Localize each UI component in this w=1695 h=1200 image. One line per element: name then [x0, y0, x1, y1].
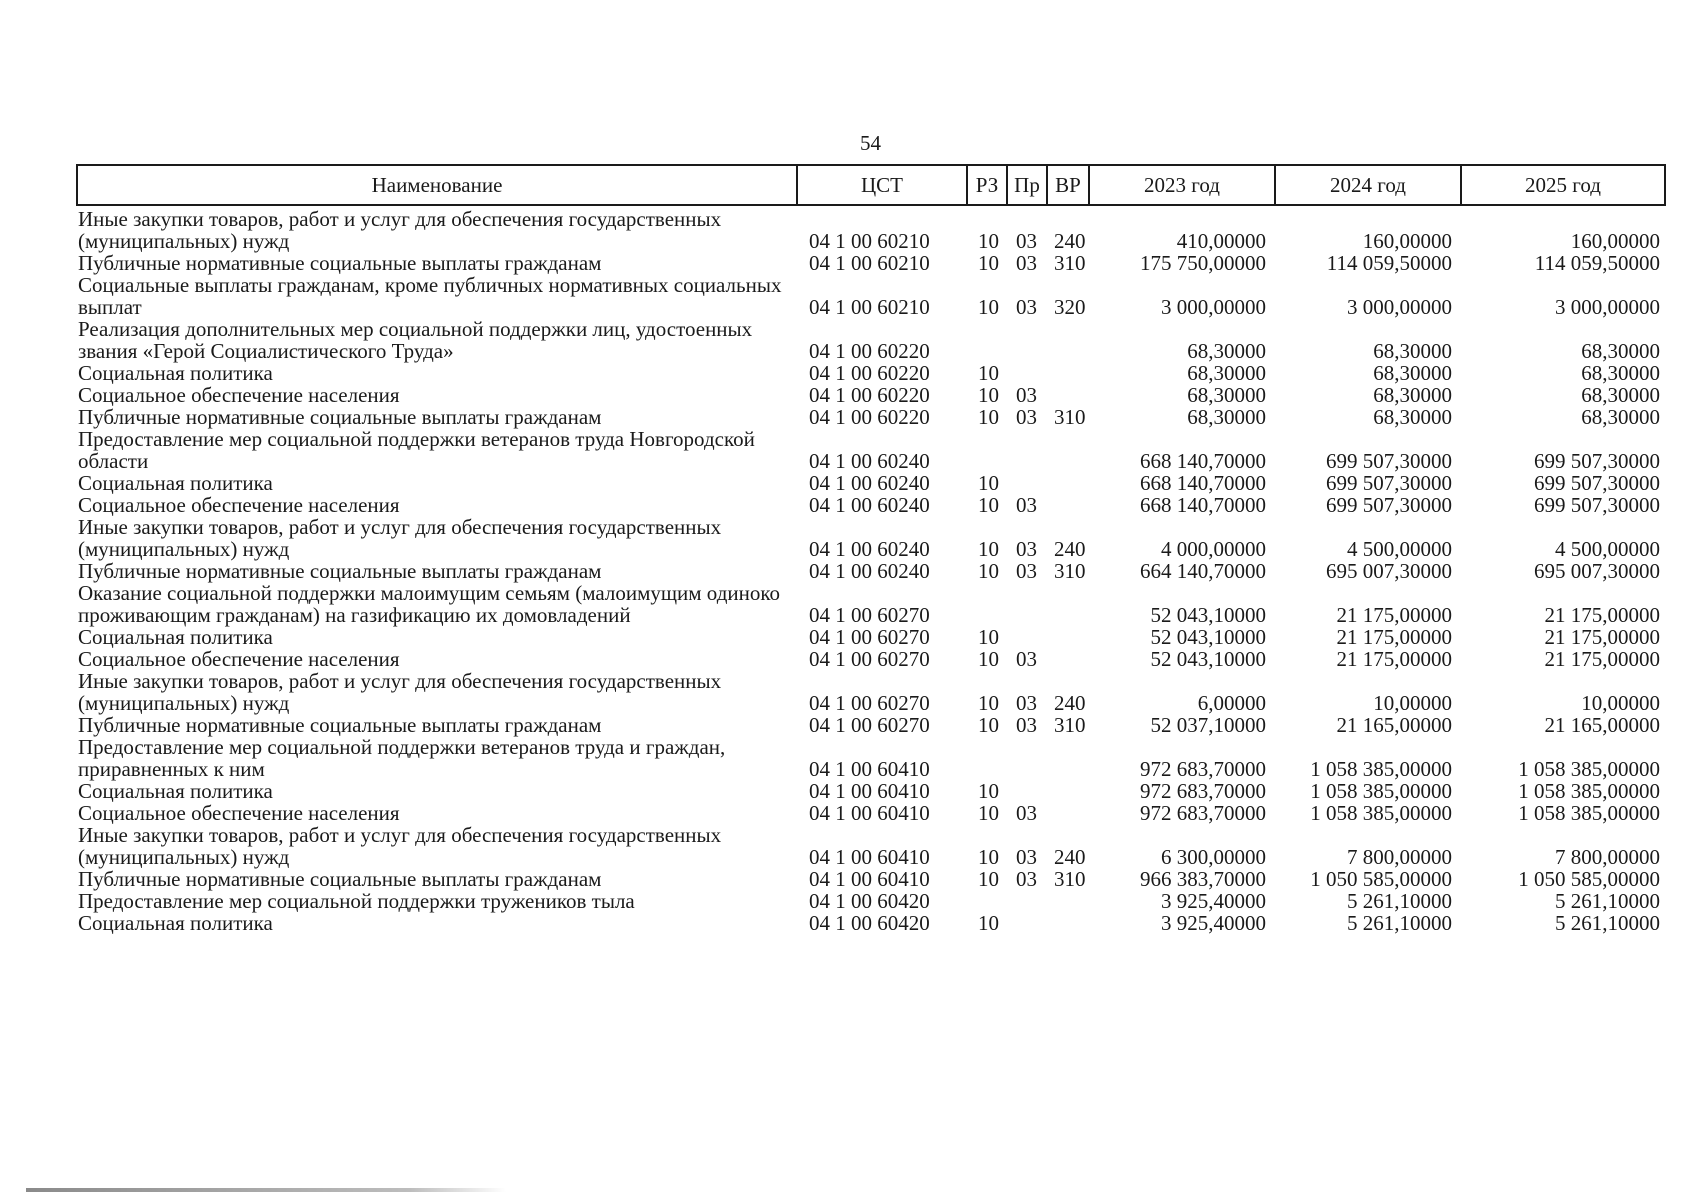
row-y2023: 52 043,10000	[1150, 603, 1266, 627]
row-name: Реализация дополнительных мер социальной поддержки лиц, удостоенных звания «Герой Социалистического Труда»	[78, 317, 753, 363]
row-y2025: 699 507,30000	[1534, 449, 1660, 473]
table-row	[76, 582, 1666, 626]
row-cst: 04 1 00 60410	[809, 779, 930, 803]
header-2025: 2025 год	[1460, 166, 1664, 204]
row-pr: 03	[1016, 405, 1037, 429]
row-rz: 10	[978, 779, 999, 803]
row-cst: 04 1 00 60420	[809, 911, 930, 935]
row-y2023: 68,30000	[1187, 383, 1266, 407]
header-rz: РЗ	[966, 166, 1006, 204]
row-vr: 240	[1054, 537, 1086, 561]
row-pr: 03	[1016, 867, 1037, 891]
row-cst: 04 1 00 60210	[809, 295, 930, 319]
row-name: Предоставление мер социальной поддержки ветеранов труда Новгородской области	[78, 427, 755, 473]
row-cst: 04 1 00 60410	[809, 801, 930, 825]
row-y2025: 10,00000	[1581, 691, 1660, 715]
row-name: Публичные нормативные социальные выплаты гражданам	[78, 251, 602, 275]
row-y2024: 1 058 385,00000	[1310, 779, 1452, 803]
row-vr: 310	[1054, 251, 1086, 275]
row-rz: 10	[978, 405, 999, 429]
row-pr: 03	[1016, 559, 1037, 583]
row-y2025: 21 175,00000	[1544, 647, 1660, 671]
table-row	[76, 384, 1666, 406]
row-vr: 310	[1054, 713, 1086, 737]
table-row	[76, 428, 1666, 472]
table-row	[76, 516, 1666, 560]
header-vr: ВР	[1046, 166, 1088, 204]
row-rz: 10	[978, 251, 999, 275]
row-y2023: 972 683,70000	[1140, 779, 1266, 803]
row-name: Иные закупки товаров, работ и услуг для обеспечения государственных (муниципальных) нужд	[78, 207, 722, 253]
row-cst: 04 1 00 60270	[809, 647, 930, 671]
row-cst: 04 1 00 60240	[809, 471, 930, 495]
row-y2025: 1 058 385,00000	[1518, 757, 1660, 781]
row-cst: 04 1 00 60220	[809, 361, 930, 385]
header-pr: Пр	[1006, 166, 1046, 204]
table-row	[76, 560, 1666, 582]
row-y2023: 6,00000	[1197, 691, 1266, 715]
row-rz: 10	[978, 559, 999, 583]
row-y2024: 21 175,00000	[1336, 603, 1452, 627]
row-y2024: 21 175,00000	[1336, 625, 1452, 649]
row-y2025: 5 261,10000	[1555, 911, 1660, 935]
row-vr: 310	[1054, 867, 1086, 891]
row-rz: 10	[978, 537, 999, 561]
row-y2025: 21 175,00000	[1544, 625, 1660, 649]
row-y2024: 10,00000	[1373, 691, 1452, 715]
scan-edge-mark	[26, 1188, 506, 1192]
row-y2025: 3 000,00000	[1555, 295, 1660, 319]
row-y2023: 6 300,00000	[1161, 845, 1266, 869]
row-cst: 04 1 00 60220	[809, 339, 930, 363]
table-row	[76, 472, 1666, 494]
table-row	[76, 648, 1666, 670]
row-y2024: 21 175,00000	[1336, 647, 1452, 671]
row-cst: 04 1 00 60270	[809, 691, 930, 715]
row-y2025: 1 058 385,00000	[1518, 801, 1660, 825]
row-y2024: 21 165,00000	[1336, 713, 1452, 737]
row-y2025: 68,30000	[1581, 383, 1660, 407]
row-name: Социальное обеспечение населения	[78, 801, 400, 825]
row-pr: 03	[1016, 713, 1037, 737]
row-y2025: 160,00000	[1570, 229, 1660, 253]
row-y2023: 4 000,00000	[1161, 537, 1266, 561]
row-y2023: 68,30000	[1187, 405, 1266, 429]
header-cst: ЦСТ	[796, 166, 966, 204]
row-rz: 10	[978, 647, 999, 671]
row-pr: 03	[1016, 383, 1037, 407]
row-rz: 10	[978, 911, 999, 935]
row-rz: 10	[978, 845, 999, 869]
row-cst: 04 1 00 60210	[809, 229, 930, 253]
row-y2025: 114 059,50000	[1534, 251, 1660, 275]
row-y2024: 695 007,30000	[1326, 559, 1452, 583]
row-name: Предоставление мер социальной поддержки ветеранов труда и граждан, приравненных к ним	[78, 735, 726, 781]
table-row	[76, 406, 1666, 428]
row-y2023: 410,00000	[1176, 229, 1266, 253]
row-vr: 320	[1054, 295, 1086, 319]
table-row	[76, 824, 1666, 868]
row-pr: 03	[1016, 691, 1037, 715]
row-y2023: 68,30000	[1187, 361, 1266, 385]
row-rz: 10	[978, 295, 999, 319]
row-vr: 240	[1054, 229, 1086, 253]
row-y2023: 52 043,10000	[1150, 625, 1266, 649]
row-name: Публичные нормативные социальные выплаты гражданам	[78, 713, 602, 737]
row-y2025: 68,30000	[1581, 339, 1660, 363]
row-cst: 04 1 00 60410	[809, 867, 930, 891]
page-number: 54	[860, 131, 881, 155]
row-name: Публичные нормативные социальные выплаты гражданам	[78, 867, 602, 891]
row-y2024: 68,30000	[1373, 339, 1452, 363]
row-cst: 04 1 00 60240	[809, 493, 930, 517]
row-y2024: 1 058 385,00000	[1310, 757, 1452, 781]
row-y2025: 7 800,00000	[1555, 845, 1660, 869]
row-rz: 10	[978, 625, 999, 649]
row-rz: 10	[978, 801, 999, 825]
budget-table	[76, 164, 1666, 934]
row-y2024: 114 059,50000	[1326, 251, 1452, 275]
table-row	[76, 626, 1666, 648]
row-cst: 04 1 00 60410	[809, 845, 930, 869]
row-y2024: 1 050 585,00000	[1310, 867, 1452, 891]
row-pr: 03	[1016, 251, 1037, 275]
table-row	[76, 252, 1666, 274]
row-cst: 04 1 00 60270	[809, 713, 930, 737]
row-name: Социальная политика	[78, 911, 273, 935]
table-row	[76, 802, 1666, 824]
row-y2025: 68,30000	[1581, 405, 1660, 429]
row-y2025: 695 007,30000	[1534, 559, 1660, 583]
row-pr: 03	[1016, 647, 1037, 671]
row-name: Социальные выплаты гражданам, кроме публичных нормативных социальных выплат	[78, 273, 782, 319]
row-y2025: 21 175,00000	[1544, 603, 1660, 627]
row-pr: 03	[1016, 537, 1037, 561]
row-name: Публичные нормативные социальные выплаты гражданам	[78, 559, 602, 583]
row-y2023: 668 140,70000	[1140, 493, 1266, 517]
row-cst: 04 1 00 60410	[809, 757, 930, 781]
row-y2023: 664 140,70000	[1140, 559, 1266, 583]
row-name: Иные закупки товаров, работ и услуг для обеспечения государственных (муниципальных) нужд	[78, 823, 722, 869]
row-name: Социальная политика	[78, 625, 273, 649]
row-y2023: 972 683,70000	[1140, 801, 1266, 825]
row-y2024: 4 500,00000	[1347, 537, 1452, 561]
table-row	[76, 780, 1666, 802]
row-y2024: 3 000,00000	[1347, 295, 1452, 319]
row-cst: 04 1 00 60270	[809, 625, 930, 649]
row-rz: 10	[978, 229, 999, 253]
row-y2023: 68,30000	[1187, 339, 1266, 363]
row-y2024: 1 058 385,00000	[1310, 801, 1452, 825]
table-row	[76, 714, 1666, 736]
row-y2023: 972 683,70000	[1140, 757, 1266, 781]
row-rz: 10	[978, 867, 999, 891]
table-body	[76, 208, 1666, 934]
row-y2024: 7 800,00000	[1347, 845, 1452, 869]
row-cst: 04 1 00 60240	[809, 559, 930, 583]
row-y2025: 1 058 385,00000	[1518, 779, 1660, 803]
header-2024: 2024 год	[1274, 166, 1460, 204]
row-cst: 04 1 00 60210	[809, 251, 930, 275]
table-row	[76, 912, 1666, 934]
row-y2024: 68,30000	[1373, 405, 1452, 429]
row-y2023: 3 925,40000	[1161, 911, 1266, 935]
table-row	[76, 868, 1666, 890]
table-row	[76, 736, 1666, 780]
row-rz: 10	[978, 471, 999, 495]
row-name: Социальное обеспечение населения	[78, 647, 400, 671]
row-y2024: 699 507,30000	[1326, 471, 1452, 495]
row-name: Социальное обеспечение населения	[78, 493, 400, 517]
header-2023: 2023 год	[1088, 166, 1274, 204]
row-name: Иные закупки товаров, работ и услуг для обеспечения государственных (муниципальных) нужд	[78, 669, 722, 715]
row-name: Иные закупки товаров, работ и услуг для обеспечения государственных (муниципальных) нужд	[78, 515, 722, 561]
row-name: Социальная политика	[78, 361, 273, 385]
row-y2025: 699 507,30000	[1534, 493, 1660, 517]
row-vr: 240	[1054, 691, 1086, 715]
row-y2025: 68,30000	[1581, 361, 1660, 385]
table-row	[76, 362, 1666, 384]
row-name: Публичные нормативные социальные выплаты гражданам	[78, 405, 602, 429]
row-y2024: 160,00000	[1362, 229, 1452, 253]
row-name: Социальная политика	[78, 779, 273, 803]
row-y2023: 966 383,70000	[1140, 867, 1266, 891]
row-y2025: 1 050 585,00000	[1518, 867, 1660, 891]
row-rz: 10	[978, 713, 999, 737]
row-pr: 03	[1016, 845, 1037, 869]
row-pr: 03	[1016, 493, 1037, 517]
row-rz: 10	[978, 493, 999, 517]
row-y2024: 68,30000	[1373, 383, 1452, 407]
row-pr: 03	[1016, 801, 1037, 825]
row-name: Оказание социальной поддержки малоимущим семьям (малоимущим одиноко проживающим гражданам) на газификацию их домовладений	[78, 581, 781, 627]
table-row	[76, 670, 1666, 714]
table-row	[76, 318, 1666, 362]
row-y2025: 21 165,00000	[1544, 713, 1660, 737]
table-row	[76, 890, 1666, 912]
row-y2023: 668 140,70000	[1140, 471, 1266, 495]
row-y2023: 668 140,70000	[1140, 449, 1266, 473]
row-y2025: 4 500,00000	[1555, 537, 1660, 561]
header-name: Наименование	[371, 172, 503, 197]
row-rz: 10	[978, 361, 999, 385]
row-name: Социальное обеспечение населения	[78, 383, 400, 407]
row-y2024: 699 507,30000	[1326, 493, 1452, 517]
row-vr: 310	[1054, 559, 1086, 583]
table-row	[76, 208, 1666, 252]
row-cst: 04 1 00 60420	[809, 889, 930, 913]
row-y2023: 52 037,10000	[1150, 713, 1266, 737]
row-y2024: 68,30000	[1373, 361, 1452, 385]
row-name: Предоставление мер социальной поддержки тружеников тыла	[78, 889, 635, 913]
row-pr: 03	[1016, 295, 1037, 319]
row-y2024: 699 507,30000	[1326, 449, 1452, 473]
row-y2023: 3 000,00000	[1161, 295, 1266, 319]
row-y2024: 5 261,10000	[1347, 889, 1452, 913]
row-vr: 310	[1054, 405, 1086, 429]
row-rz: 10	[978, 691, 999, 715]
row-y2023: 52 043,10000	[1150, 647, 1266, 671]
table-row	[76, 494, 1666, 516]
row-pr: 03	[1016, 229, 1037, 253]
table-header	[76, 164, 1666, 206]
table-row	[76, 274, 1666, 318]
row-vr: 240	[1054, 845, 1086, 869]
row-cst: 04 1 00 60220	[809, 405, 930, 429]
row-y2023: 3 925,40000	[1161, 889, 1266, 913]
row-cst: 04 1 00 60240	[809, 449, 930, 473]
row-name: Социальная политика	[78, 471, 273, 495]
row-cst: 04 1 00 60220	[809, 383, 930, 407]
row-y2025: 5 261,10000	[1555, 889, 1660, 913]
row-y2024: 5 261,10000	[1347, 911, 1452, 935]
row-cst: 04 1 00 60270	[809, 603, 930, 627]
row-y2023: 175 750,00000	[1140, 251, 1266, 275]
row-cst: 04 1 00 60240	[809, 537, 930, 561]
row-rz: 10	[978, 383, 999, 407]
row-y2025: 699 507,30000	[1534, 471, 1660, 495]
